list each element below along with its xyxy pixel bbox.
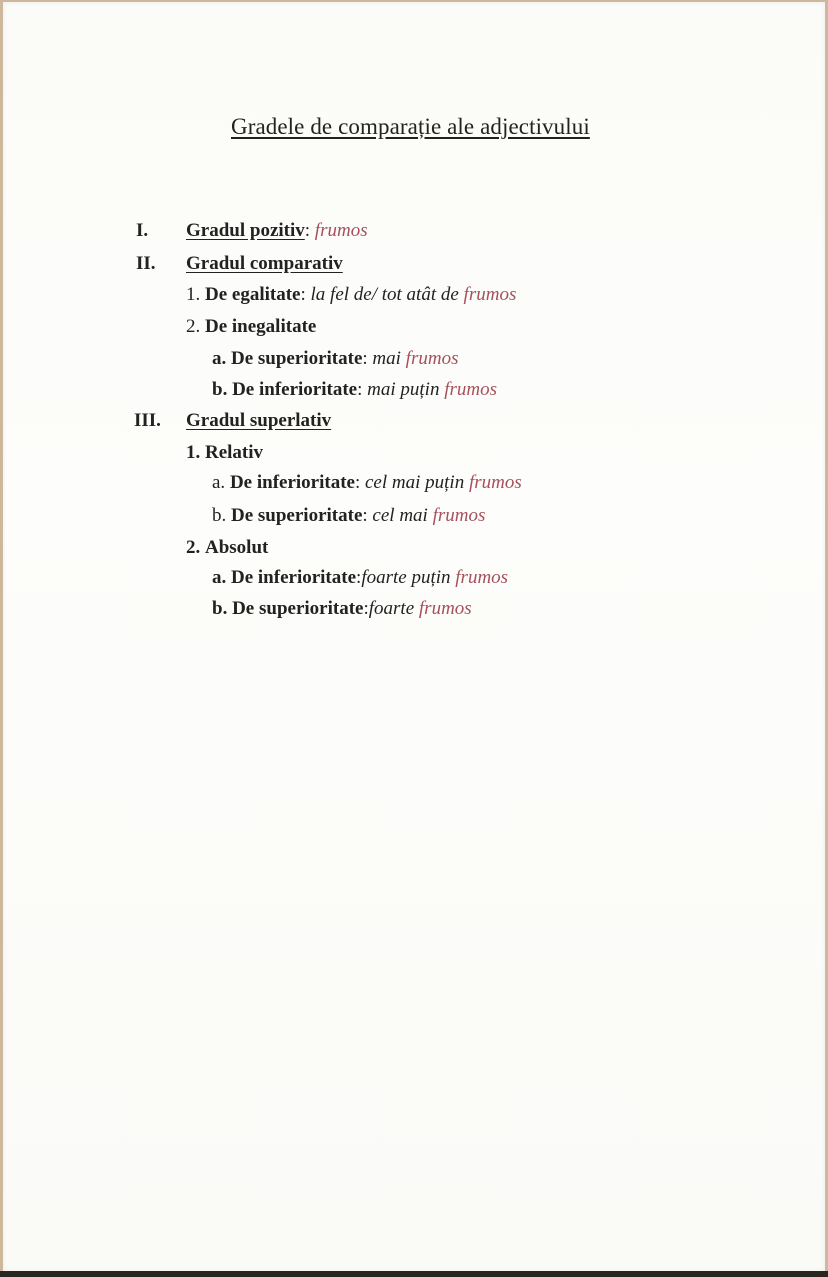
item-label: De egalitate bbox=[205, 284, 301, 305]
item-prefix: cel mai puțin bbox=[365, 472, 465, 493]
item-label: De superioritate bbox=[231, 505, 363, 526]
item-comparativ-superioritate bbox=[212, 347, 458, 371]
item-number: 2. bbox=[186, 537, 201, 558]
paper-sheet bbox=[3, 2, 825, 1272]
item-label: De inferioritate bbox=[232, 379, 358, 400]
example-word: frumos bbox=[463, 284, 517, 305]
example-word: frumos bbox=[314, 220, 368, 241]
section-number: I. bbox=[136, 220, 149, 241]
item-prefix: cel mai bbox=[372, 505, 428, 526]
item-letter: a. bbox=[212, 472, 226, 493]
section-pozitiv bbox=[186, 219, 368, 243]
item-absolut bbox=[186, 536, 268, 560]
item-letter: b. bbox=[212, 505, 227, 526]
item-relativ-inferioritate bbox=[212, 471, 522, 495]
separator: : bbox=[304, 220, 311, 241]
separator: : bbox=[362, 348, 368, 369]
section-number: III. bbox=[134, 410, 161, 431]
item-label: De inferioritate bbox=[229, 472, 355, 493]
section-number: II. bbox=[136, 253, 156, 274]
page-title: Gradele de comparație ale adjectivului bbox=[231, 114, 590, 139]
section-comparativ bbox=[186, 252, 343, 276]
item-number: 1. bbox=[186, 442, 201, 463]
example-word: frumos bbox=[432, 505, 486, 526]
item-label: De inegalitate bbox=[205, 316, 317, 337]
item-label: De superioritate bbox=[231, 348, 363, 369]
separator: : bbox=[300, 284, 306, 305]
item-label: De inferioritate bbox=[231, 567, 357, 588]
item-letter: a. bbox=[212, 567, 227, 588]
separator: : bbox=[357, 379, 363, 400]
item-absolut-inferioritate bbox=[212, 566, 508, 590]
separator: : bbox=[363, 598, 369, 619]
section-superlativ bbox=[186, 409, 331, 433]
item-prefix: mai puțin bbox=[367, 379, 440, 400]
example-word: frumos bbox=[468, 472, 522, 493]
item-relativ-superioritate bbox=[212, 504, 485, 528]
section-heading: Gradul comparativ bbox=[186, 253, 343, 274]
item-prefix: foarte puțin bbox=[361, 567, 451, 588]
item-number: 1. bbox=[186, 284, 201, 305]
item-letter: a. bbox=[212, 348, 227, 369]
section-heading: Gradul pozitiv bbox=[186, 220, 305, 241]
item-number: 2. bbox=[186, 316, 201, 337]
example-word: frumos bbox=[455, 567, 509, 588]
item-prefix: la fel de/ tot atât de bbox=[310, 284, 459, 305]
scan-edge bbox=[0, 1271, 828, 1277]
item-egalitate bbox=[186, 283, 516, 307]
item-letter: b. bbox=[212, 379, 228, 400]
separator: : bbox=[356, 567, 362, 588]
item-letter: b. bbox=[212, 598, 228, 619]
separator: : bbox=[362, 505, 368, 526]
item-prefix: mai bbox=[372, 348, 401, 369]
item-label: Absolut bbox=[205, 537, 269, 558]
item-prefix: foarte bbox=[368, 598, 415, 619]
item-label: De superioritate bbox=[232, 598, 364, 619]
item-comparativ-inferioritate bbox=[212, 378, 497, 402]
item-absolut-superioritate bbox=[212, 597, 472, 621]
item-label: Relativ bbox=[205, 442, 264, 463]
item-relativ bbox=[186, 441, 263, 465]
example-word: frumos bbox=[418, 598, 472, 619]
separator: : bbox=[354, 472, 361, 493]
example-word: frumos bbox=[444, 379, 497, 400]
item-inegalitate bbox=[186, 315, 316, 339]
example-word: frumos bbox=[405, 348, 459, 369]
section-heading: Gradul superlativ bbox=[186, 410, 332, 431]
